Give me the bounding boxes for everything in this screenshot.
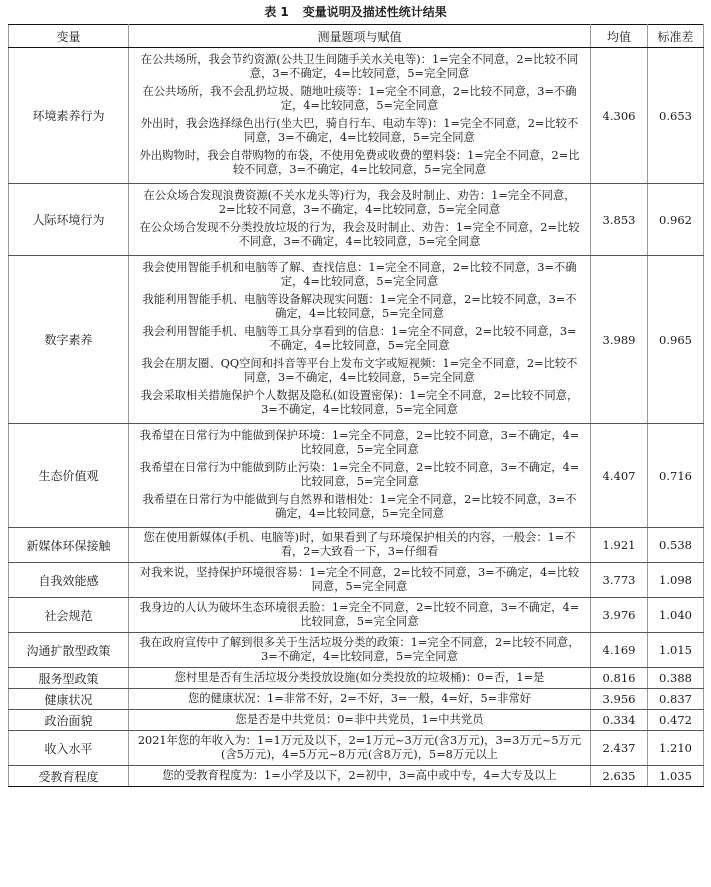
statistics-table [8, 24, 704, 787]
measurement-item: 您是否是中共党员：0=非中共党员，1=中共党员 [235, 713, 484, 726]
table-row [9, 48, 704, 184]
table-title: 变量说明及描述性统计结果 [302, 5, 447, 19]
mean-cell: 4.306 [591, 48, 648, 184]
measurement-item: 我能利用智能手机、电脑等设备解决现实问题：1=完全不同意，2=比较不同意，3=不确定，4=比较同意，5=完全同意 [142, 293, 577, 320]
measurement-item: 您的受教育程度为：1=小学及以下，2=初中，3=高中或中专，4=大专及以上 [162, 769, 557, 782]
measurement-item: 我会利用智能手机、电脑等工具分享看到的信息：1=完全不同意，2=比较不同意，3=不确定，4=比较同意，5=完全同意 [142, 325, 577, 352]
mean-cell: 1.921 [591, 528, 648, 563]
items-cell [129, 766, 591, 787]
measurement-item: 我会使用智能手机和电脑等了解、查找信息：1=完全不同意，2=比较不同意，3=不确定，4=比较同意，5=完全同意 [142, 261, 577, 288]
std-cell: 1.098 [648, 563, 704, 598]
std-cell: 0.538 [648, 528, 704, 563]
mean-cell: 2.437 [591, 731, 648, 766]
items-cell [129, 256, 591, 424]
items-cell [129, 184, 591, 256]
table-row [9, 731, 704, 766]
items-cell [129, 48, 591, 184]
items-cell [129, 598, 591, 633]
table-row [9, 710, 704, 731]
std-cell: 0.472 [648, 710, 704, 731]
std-cell: 1.040 [648, 598, 704, 633]
table-row [9, 184, 704, 256]
std-cell: 1.015 [648, 633, 704, 668]
measurement-item: 您村里是否有生活垃圾分类投放设施(如分类投放的垃圾桶)：0=否，1=是 [174, 671, 545, 684]
measurement-item: 我会采取相关措施保护个人数据及隐私(如设置密保)：1=完全不同意，2=比较不同意，3=不确定，4=比较同意，5=完全同意 [140, 389, 579, 416]
table-number: 表 1 [264, 5, 289, 19]
measurement-item: 在公众场合发现浪费资源(不关水龙头等)行为，我会及时制止、劝告：1=完全不同意，2=比较不同意，3=不确定，4=比较同意，5=完全同意 [143, 189, 576, 216]
variable-cell: 服务型政策 [9, 668, 129, 689]
measurement-item: 外出购物时，我会自带购物的布袋，不使用免费或收费的塑料袋：1=完全不同意，2=比较不同意，3=不确定，4=比较同意，5=完全同意 [139, 149, 580, 176]
table-caption [0, 3, 711, 20]
measurement-item: 我希望在日常行为中能做到与自然界和谐相处：1=完全不同意，2=比较不同意，3=不确定，4=比较同意，5=完全同意 [142, 493, 577, 520]
std-cell: 0.388 [648, 668, 704, 689]
measurement-item: 您在使用新媒体(手机、电脑等)时，如果看到了与环境保护相关的内容，一般会：1=不看，2=大致看一下，3=仔细看 [143, 531, 576, 558]
variable-cell: 新媒体环保接触 [9, 528, 129, 563]
mean-cell: 0.334 [591, 710, 648, 731]
measurement-item: 对我来说，坚持保护环境很容易：1=完全不同意，2=比较不同意，3=不确定，4=比较同意，5=完全同意 [139, 566, 580, 593]
variable-cell: 收入水平 [9, 731, 129, 766]
items-cell [129, 424, 591, 528]
table-header-row [9, 25, 704, 48]
items-cell [129, 528, 591, 563]
variable-cell: 人际环境行为 [9, 184, 129, 256]
measurement-item: 我希望在日常行为中能做到保护环境：1=完全不同意，2=比较不同意，3=不确定，4=比较同意，5=完全同意 [139, 429, 580, 456]
header-mean: 均值 [591, 25, 648, 48]
variable-cell: 健康状况 [9, 689, 129, 710]
table-row [9, 598, 704, 633]
table-row [9, 633, 704, 668]
mean-cell: 0.816 [591, 668, 648, 689]
header-items: 测量题项与赋值 [129, 25, 591, 48]
items-cell [129, 633, 591, 668]
header-variable: 变量 [9, 25, 129, 48]
std-cell: 0.716 [648, 424, 704, 528]
variable-cell: 环境素养行为 [9, 48, 129, 184]
measurement-item: 在公共场所，我会节约资源(公共卫生间随手关水关电等)：1=完全不同意，2=比较不同意，3=不确定，4=比较同意，5=完全同意 [140, 53, 579, 80]
measurement-item: 我在政府宣传中了解到很多关于生活垃圾分类的政策：1=完全不同意，2=比较不同意，3=不确定，4=比较同意，5=完全同意 [139, 636, 580, 663]
mean-cell: 3.976 [591, 598, 648, 633]
items-cell [129, 731, 591, 766]
measurement-item: 我身边的人认为破坏生态环境很丢脸：1=完全不同意，2=比较不同意，3=不确定，4=比较同意，5=完全同意 [139, 601, 580, 628]
measurement-item: 2021年您的年收入为：1=1万元及以下，2=1万元~3万元(含3万元)，3=3万元~5万元(含5万元)，4=5万元~8万元(含8万元)，5=8万元以上 [137, 734, 582, 761]
items-cell [129, 710, 591, 731]
items-cell [129, 668, 591, 689]
table-row [9, 256, 704, 424]
variable-cell: 生态价值观 [9, 424, 129, 528]
mean-cell: 3.773 [591, 563, 648, 598]
mean-cell: 3.853 [591, 184, 648, 256]
table-row [9, 563, 704, 598]
measurement-item: 在公共场所，我不会乱扔垃圾、随地吐痰等：1=完全不同意，2=比较不同意，3=不确定，4=比较同意，5=完全同意 [142, 85, 577, 112]
std-cell: 0.965 [648, 256, 704, 424]
std-cell: 1.035 [648, 766, 704, 787]
variable-cell: 受教育程度 [9, 766, 129, 787]
table-row [9, 689, 704, 710]
measurement-item: 我希望在日常行为中能做到防止污染：1=完全不同意，2=比较不同意，3=不确定，4=比较同意，5=完全同意 [139, 461, 580, 488]
items-cell [129, 563, 591, 598]
items-cell [129, 689, 591, 710]
measurement-item: 您的健康状况：1=非常不好，2=不好，3=一般，4=好，5=非常好 [187, 692, 532, 705]
table-row [9, 424, 704, 528]
mean-cell: 4.407 [591, 424, 648, 528]
std-cell: 0.837 [648, 689, 704, 710]
variable-cell: 自我效能感 [9, 563, 129, 598]
std-cell: 0.653 [648, 48, 704, 184]
std-cell: 0.962 [648, 184, 704, 256]
mean-cell: 3.989 [591, 256, 648, 424]
variable-cell: 政治面貌 [9, 710, 129, 731]
variable-cell: 社会规范 [9, 598, 129, 633]
table-row [9, 766, 704, 787]
measurement-item: 我会在朋友圈、QQ空间和抖音等平台上发布文字或短视频：1=完全不同意，2=比较不同意，3=不确定，4=比较同意，5=完全同意 [141, 357, 578, 384]
mean-cell: 3.956 [591, 689, 648, 710]
mean-cell: 2.635 [591, 766, 648, 787]
table-row [9, 668, 704, 689]
measurement-item: 在公众场合发现不分类投放垃圾的行为，我会及时制止、劝告：1=完全不同意，2=比较不同意，3=不确定，4=比较同意，5=完全同意 [139, 221, 580, 248]
table-row [9, 528, 704, 563]
variable-cell: 沟通扩散型政策 [9, 633, 129, 668]
variable-cell: 数字素养 [9, 256, 129, 424]
header-std: 标准差 [648, 25, 704, 48]
mean-cell: 4.169 [591, 633, 648, 668]
std-cell: 1.210 [648, 731, 704, 766]
measurement-item: 外出时，我会选择绿色出行(坐大巴，骑自行车、电动车等)：1=完全不同意，2=比较不同意，3=不确定，4=比较同意，5=完全同意 [140, 117, 579, 144]
